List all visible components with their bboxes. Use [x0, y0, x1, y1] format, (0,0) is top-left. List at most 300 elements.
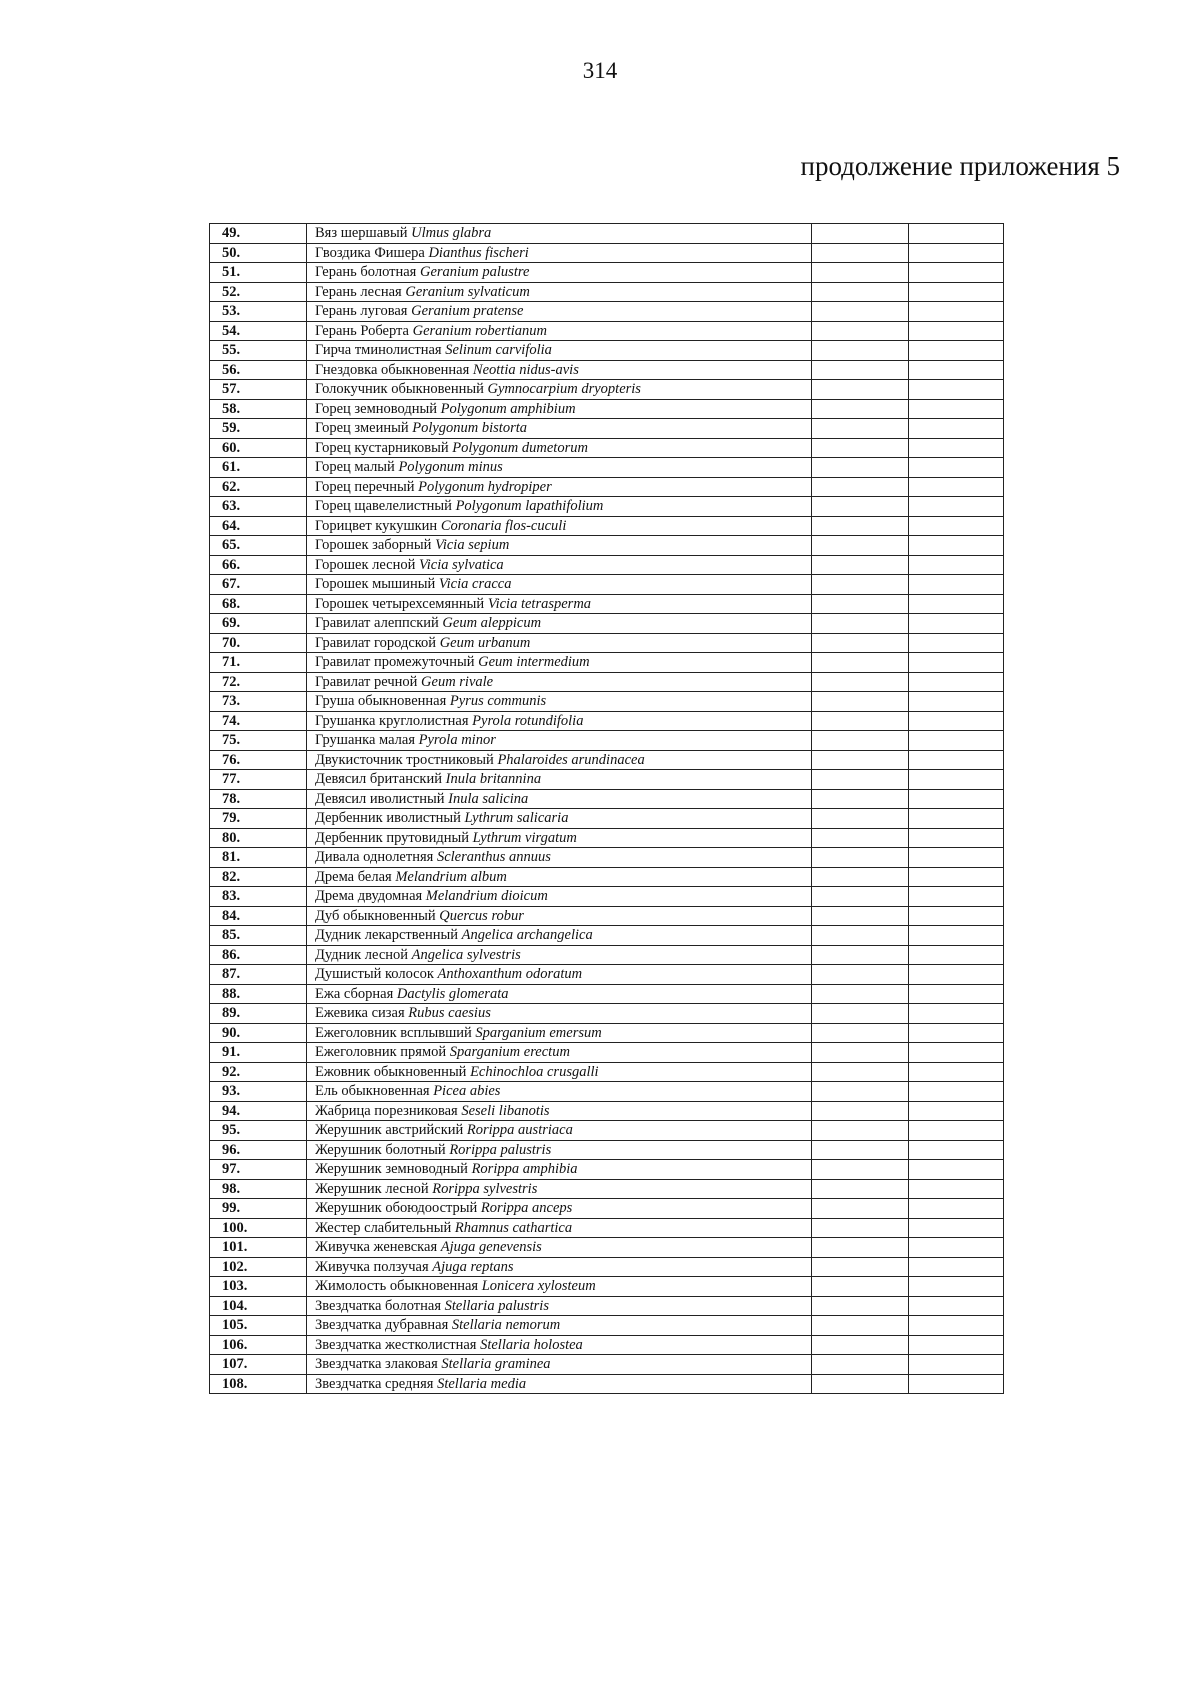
row-number: 82.	[210, 867, 307, 887]
latin-name: Rorippa anceps	[480, 1200, 573, 1217]
empty-cell-3	[812, 1179, 909, 1199]
row-number: 84.	[210, 906, 307, 926]
species-table	[209, 223, 1004, 1394]
table-row	[210, 419, 1004, 439]
table-row	[210, 789, 1004, 809]
table-row	[210, 672, 1004, 692]
row-number: 99.	[210, 1199, 307, 1219]
table-row	[210, 828, 1004, 848]
russian-name: Гирча тминолистная	[315, 342, 442, 359]
russian-name: Гвоздика Фишера	[315, 244, 425, 261]
species-name-cell	[307, 653, 812, 673]
species-table-body	[210, 224, 1004, 1394]
empty-cell-4	[909, 1296, 1004, 1316]
empty-cell-3	[812, 789, 909, 809]
species-name-cell	[307, 399, 812, 419]
russian-name: Горицвет кукушкин	[315, 517, 438, 534]
table-row	[210, 536, 1004, 556]
russian-name: Ежевика сизая	[315, 1005, 405, 1022]
latin-name: Dactylis glomerata	[396, 985, 509, 1002]
table-row	[210, 750, 1004, 770]
species-name-cell	[307, 1082, 812, 1102]
latin-name: Rubus caesius	[408, 1005, 491, 1022]
latin-name: Dianthus fischeri	[428, 244, 529, 261]
empty-cell-4	[909, 555, 1004, 575]
empty-cell-3	[812, 828, 909, 848]
row-number: 78.	[210, 789, 307, 809]
row-number: 90.	[210, 1023, 307, 1043]
latin-name: Geum urbanum	[439, 634, 531, 651]
russian-name: Герань луговая	[315, 303, 408, 320]
russian-name: Жерушник болотный	[315, 1141, 446, 1158]
species-name-cell	[307, 926, 812, 946]
row-number: 56.	[210, 360, 307, 380]
latin-name: Melandrium dioicum	[425, 888, 548, 905]
row-number: 87.	[210, 965, 307, 985]
empty-cell-3	[812, 1238, 909, 1258]
species-name-cell	[307, 1043, 812, 1063]
empty-cell-4	[909, 1277, 1004, 1297]
row-number: 95.	[210, 1121, 307, 1141]
empty-cell-3	[812, 458, 909, 478]
latin-name: Scleranthus annuus	[436, 849, 551, 866]
empty-cell-4	[909, 282, 1004, 302]
row-number: 64.	[210, 516, 307, 536]
table-row	[210, 302, 1004, 322]
table-row	[210, 1121, 1004, 1141]
russian-name: Горошек мышиный	[315, 576, 436, 593]
page-number: 314	[582, 58, 618, 83]
species-name-cell	[307, 419, 812, 439]
species-name-cell	[307, 1238, 812, 1258]
latin-name: Polygonum amphibium	[440, 400, 576, 417]
russian-name: Горец малый	[315, 459, 395, 476]
russian-name: Горец земноводный	[315, 400, 437, 417]
russian-name: Горец змеиный	[315, 420, 409, 437]
russian-name: Звездчатка жестколистная	[315, 1336, 477, 1353]
russian-name: Жерушник земноводный	[315, 1161, 468, 1178]
empty-cell-4	[909, 1374, 1004, 1394]
empty-cell-4	[909, 399, 1004, 419]
empty-cell-3	[812, 360, 909, 380]
species-name-cell	[307, 965, 812, 985]
empty-cell-4	[909, 243, 1004, 263]
empty-cell-3	[812, 1004, 909, 1024]
russian-name: Дивала однолетняя	[315, 849, 434, 866]
empty-cell-3	[812, 438, 909, 458]
empty-cell-3	[812, 555, 909, 575]
table-row	[210, 575, 1004, 595]
empty-cell-3	[812, 1023, 909, 1043]
species-name-cell	[307, 1062, 812, 1082]
empty-cell-4	[909, 516, 1004, 536]
species-name-cell	[307, 1296, 812, 1316]
latin-name: Angelica archangelica	[461, 927, 593, 944]
table-row	[210, 614, 1004, 634]
latin-name: Rorippa austriaca	[466, 1122, 573, 1139]
table-row	[210, 1316, 1004, 1336]
empty-cell-4	[909, 945, 1004, 965]
russian-name: Жерушник обоюдоострый	[315, 1200, 478, 1217]
russian-name: Дербенник иволистный	[315, 810, 461, 827]
empty-cell-3	[812, 243, 909, 263]
russian-name: Горошек заборный	[315, 537, 432, 554]
russian-name: Жерушник австрийский	[315, 1122, 464, 1139]
table-row	[210, 1238, 1004, 1258]
empty-cell-3	[812, 770, 909, 790]
russian-name: Герань болотная	[315, 264, 417, 281]
row-number: 106.	[210, 1335, 307, 1355]
russian-name: Жестер слабительный	[315, 1219, 452, 1236]
empty-cell-4	[909, 1355, 1004, 1375]
row-number: 69.	[210, 614, 307, 634]
empty-cell-4	[909, 224, 1004, 244]
empty-cell-4	[909, 750, 1004, 770]
russian-name: Девясил британский	[315, 771, 442, 788]
table-row	[210, 321, 1004, 341]
row-number: 85.	[210, 926, 307, 946]
table-row	[210, 984, 1004, 1004]
empty-cell-4	[909, 321, 1004, 341]
empty-cell-4	[909, 360, 1004, 380]
empty-cell-4	[909, 575, 1004, 595]
empty-cell-3	[812, 575, 909, 595]
empty-cell-4	[909, 828, 1004, 848]
empty-cell-3	[812, 321, 909, 341]
row-number: 50.	[210, 243, 307, 263]
empty-cell-3	[812, 477, 909, 497]
species-name-cell	[307, 282, 812, 302]
row-number: 52.	[210, 282, 307, 302]
empty-cell-4	[909, 1101, 1004, 1121]
empty-cell-3	[812, 887, 909, 907]
latin-name: Rorippa amphibia	[471, 1161, 578, 1178]
table-row	[210, 1199, 1004, 1219]
row-number: 53.	[210, 302, 307, 322]
latin-name: Picea abies	[433, 1083, 501, 1100]
empty-cell-4	[909, 1121, 1004, 1141]
species-name-cell	[307, 789, 812, 809]
latin-name: Sparganium emersum	[475, 1024, 602, 1041]
latin-name: Vicia cracca	[438, 576, 512, 593]
latin-name: Phalaroides arundinacea	[497, 751, 645, 768]
table-row	[210, 1004, 1004, 1024]
row-number: 81.	[210, 848, 307, 868]
empty-cell-4	[909, 789, 1004, 809]
russian-name: Горец щавелелистный	[315, 498, 452, 515]
latin-name: Ajuga genevensis	[440, 1239, 542, 1256]
species-name-cell	[307, 341, 812, 361]
row-number: 60.	[210, 438, 307, 458]
table-row	[210, 282, 1004, 302]
empty-cell-4	[909, 1004, 1004, 1024]
table-row	[210, 341, 1004, 361]
species-name-cell	[307, 1101, 812, 1121]
empty-cell-4	[909, 419, 1004, 439]
species-name-cell	[307, 263, 812, 283]
row-number: 94.	[210, 1101, 307, 1121]
empty-cell-4	[909, 906, 1004, 926]
row-number: 49.	[210, 224, 307, 244]
table-row	[210, 1043, 1004, 1063]
empty-cell-4	[909, 653, 1004, 673]
table-row	[210, 945, 1004, 965]
latin-name: Melandrium album	[395, 868, 507, 885]
empty-cell-4	[909, 594, 1004, 614]
species-name-cell	[307, 1316, 812, 1336]
row-number: 93.	[210, 1082, 307, 1102]
row-number: 91.	[210, 1043, 307, 1063]
table-row	[210, 1277, 1004, 1297]
table-row	[210, 243, 1004, 263]
empty-cell-3	[812, 731, 909, 751]
empty-cell-3	[812, 633, 909, 653]
species-name-cell	[307, 711, 812, 731]
empty-cell-4	[909, 633, 1004, 653]
table-row	[210, 848, 1004, 868]
empty-cell-4	[909, 458, 1004, 478]
empty-cell-4	[909, 711, 1004, 731]
empty-cell-4	[909, 1062, 1004, 1082]
species-name-cell	[307, 1277, 812, 1297]
latin-name: Rorippa sylvestris	[432, 1180, 538, 1197]
empty-cell-3	[812, 536, 909, 556]
empty-cell-4	[909, 1199, 1004, 1219]
russian-name: Жабрица порезниковая	[315, 1102, 458, 1119]
latin-name: Rhamnus cathartica	[454, 1219, 573, 1236]
empty-cell-3	[812, 672, 909, 692]
russian-name: Грушанка малая	[315, 732, 416, 749]
table-row	[210, 906, 1004, 926]
empty-cell-4	[909, 1043, 1004, 1063]
empty-cell-3	[812, 926, 909, 946]
latin-name: Coronaria flos-cuculi	[440, 517, 567, 534]
empty-cell-3	[812, 341, 909, 361]
table-row	[210, 1160, 1004, 1180]
russian-name: Ель обыкновенная	[315, 1083, 430, 1100]
russian-name: Гравилат городской	[315, 634, 437, 651]
row-number: 71.	[210, 653, 307, 673]
empty-cell-4	[909, 926, 1004, 946]
table-row	[210, 458, 1004, 478]
latin-name: Neottia nidus-avis	[472, 361, 579, 378]
species-name-cell	[307, 536, 812, 556]
species-name-cell	[307, 360, 812, 380]
russian-name: Жерушник лесной	[315, 1180, 429, 1197]
latin-name: Inula salicina	[448, 790, 529, 807]
russian-name: Ежа сборная	[315, 985, 394, 1002]
species-name-cell	[307, 828, 812, 848]
latin-name: Stellaria palustris	[444, 1297, 549, 1314]
species-name-cell	[307, 1121, 812, 1141]
latin-name: Polygonum bistorta	[412, 420, 528, 437]
row-number: 89.	[210, 1004, 307, 1024]
table-row	[210, 770, 1004, 790]
empty-cell-4	[909, 1082, 1004, 1102]
empty-cell-3	[812, 1296, 909, 1316]
russian-name: Гравилат промежуточный	[315, 654, 475, 671]
russian-name: Гнездовка обыкновенная	[315, 361, 470, 378]
empty-cell-4	[909, 692, 1004, 712]
empty-cell-3	[812, 1140, 909, 1160]
table-row	[210, 1023, 1004, 1043]
species-name-cell	[307, 302, 812, 322]
russian-name: Звездчатка дубравная	[315, 1317, 449, 1334]
species-name-cell	[307, 1179, 812, 1199]
empty-cell-4	[909, 809, 1004, 829]
table-row	[210, 867, 1004, 887]
latin-name: Geum rivale	[421, 673, 494, 690]
species-name-cell	[307, 672, 812, 692]
table-row	[210, 887, 1004, 907]
table-row	[210, 516, 1004, 536]
latin-name: Ulmus glabra	[411, 225, 492, 242]
species-name-cell	[307, 633, 812, 653]
table-row	[210, 692, 1004, 712]
russian-name: Ежеголовник всплывший	[315, 1024, 472, 1041]
empty-cell-4	[909, 1257, 1004, 1277]
row-number: 79.	[210, 809, 307, 829]
species-name-cell	[307, 438, 812, 458]
species-name-cell	[307, 867, 812, 887]
row-number: 96.	[210, 1140, 307, 1160]
russian-name: Вяз шершавый	[315, 225, 408, 242]
table-row	[210, 1179, 1004, 1199]
russian-name: Живучка женевская	[315, 1239, 438, 1256]
empty-cell-3	[812, 1160, 909, 1180]
latin-name: Polygonum dumetorum	[452, 439, 588, 456]
species-name-cell	[307, 497, 812, 517]
empty-cell-4	[909, 536, 1004, 556]
empty-cell-3	[812, 809, 909, 829]
empty-cell-4	[909, 965, 1004, 985]
empty-cell-4	[909, 1238, 1004, 1258]
species-name-cell	[307, 1023, 812, 1043]
russian-name: Звездчатка злаковая	[315, 1356, 438, 1373]
empty-cell-3	[812, 1277, 909, 1297]
empty-cell-3	[812, 1101, 909, 1121]
russian-name: Горошек четырехсемянный	[315, 595, 485, 612]
species-name-cell	[307, 614, 812, 634]
latin-name: Echinochloa crusgalli	[470, 1063, 599, 1080]
russian-name: Звездчатка средняя	[315, 1375, 434, 1392]
russian-name: Голокучник обыкновенный	[315, 381, 484, 398]
russian-name: Грушанка круглолистная	[315, 712, 469, 729]
latin-name: Polygonum hydropiper	[418, 478, 552, 495]
latin-name: Geum intermedium	[478, 654, 590, 671]
empty-cell-3	[812, 1062, 909, 1082]
table-row	[210, 1062, 1004, 1082]
row-number: 107.	[210, 1355, 307, 1375]
row-number: 100.	[210, 1218, 307, 1238]
empty-cell-4	[909, 887, 1004, 907]
empty-cell-3	[812, 224, 909, 244]
row-number: 73.	[210, 692, 307, 712]
empty-cell-4	[909, 1140, 1004, 1160]
empty-cell-3	[812, 1121, 909, 1141]
table-row	[210, 594, 1004, 614]
empty-cell-3	[812, 302, 909, 322]
empty-cell-4	[909, 672, 1004, 692]
russian-name: Дуб обыкновенный	[315, 907, 436, 924]
table-row	[210, 711, 1004, 731]
species-name-cell	[307, 945, 812, 965]
species-name-cell	[307, 575, 812, 595]
row-number: 68.	[210, 594, 307, 614]
latin-name: Stellaria holostea	[480, 1336, 583, 1353]
empty-cell-3	[812, 945, 909, 965]
empty-cell-4	[909, 438, 1004, 458]
latin-name: Selinum carvifolia	[445, 342, 552, 359]
row-number: 88.	[210, 984, 307, 1004]
species-name-cell	[307, 380, 812, 400]
empty-cell-4	[909, 1179, 1004, 1199]
empty-cell-3	[812, 984, 909, 1004]
species-name-cell	[307, 321, 812, 341]
empty-cell-3	[812, 1043, 909, 1063]
latin-name: Geranium palustre	[419, 264, 530, 281]
row-number: 67.	[210, 575, 307, 595]
russian-name: Звездчатка болотная	[315, 1297, 441, 1314]
empty-cell-4	[909, 848, 1004, 868]
russian-name: Дудник лесной	[315, 946, 409, 963]
latin-name: Rorippa palustris	[449, 1141, 552, 1158]
empty-cell-3	[812, 711, 909, 731]
russian-name: Герань Роберта	[315, 322, 409, 339]
table-row	[210, 1218, 1004, 1238]
table-row	[210, 1335, 1004, 1355]
russian-name: Ежовник обыкновенный	[315, 1063, 467, 1080]
empty-cell-3	[812, 848, 909, 868]
row-number: 102.	[210, 1257, 307, 1277]
row-number: 74.	[210, 711, 307, 731]
latin-name: Geranium sylvaticum	[405, 283, 530, 300]
latin-name: Gymnocarpium dryopteris	[487, 381, 641, 398]
latin-name: Stellaria media	[437, 1375, 527, 1392]
table-row	[210, 1374, 1004, 1394]
species-name-cell	[307, 887, 812, 907]
empty-cell-3	[812, 1257, 909, 1277]
table-row	[210, 399, 1004, 419]
row-number: 92.	[210, 1062, 307, 1082]
russian-name: Душистый колосок	[315, 966, 434, 983]
row-number: 61.	[210, 458, 307, 478]
latin-name: Polygonum lapathifolium	[455, 498, 604, 515]
species-name-cell	[307, 750, 812, 770]
empty-cell-4	[909, 984, 1004, 1004]
russian-name: Герань лесная	[315, 283, 402, 300]
latin-name: Ajuga reptans	[432, 1258, 514, 1275]
latin-name: Lonicera xylosteum	[481, 1278, 596, 1295]
empty-cell-3	[812, 1335, 909, 1355]
row-number: 101.	[210, 1238, 307, 1258]
row-number: 98.	[210, 1179, 307, 1199]
species-name-cell	[307, 770, 812, 790]
latin-name: Lythrum virgatum	[472, 829, 577, 846]
row-number: 103.	[210, 1277, 307, 1297]
row-number: 104.	[210, 1296, 307, 1316]
latin-name: Geum aleppicum	[442, 615, 542, 632]
empty-cell-3	[812, 263, 909, 283]
row-number: 65.	[210, 536, 307, 556]
russian-name: Дрема двудомная	[315, 888, 423, 905]
species-name-cell	[307, 1004, 812, 1024]
empty-cell-4	[909, 614, 1004, 634]
empty-cell-3	[812, 614, 909, 634]
latin-name: Anthoxanthum odoratum	[437, 966, 583, 983]
species-name-cell	[307, 1355, 812, 1375]
empty-cell-4	[909, 341, 1004, 361]
